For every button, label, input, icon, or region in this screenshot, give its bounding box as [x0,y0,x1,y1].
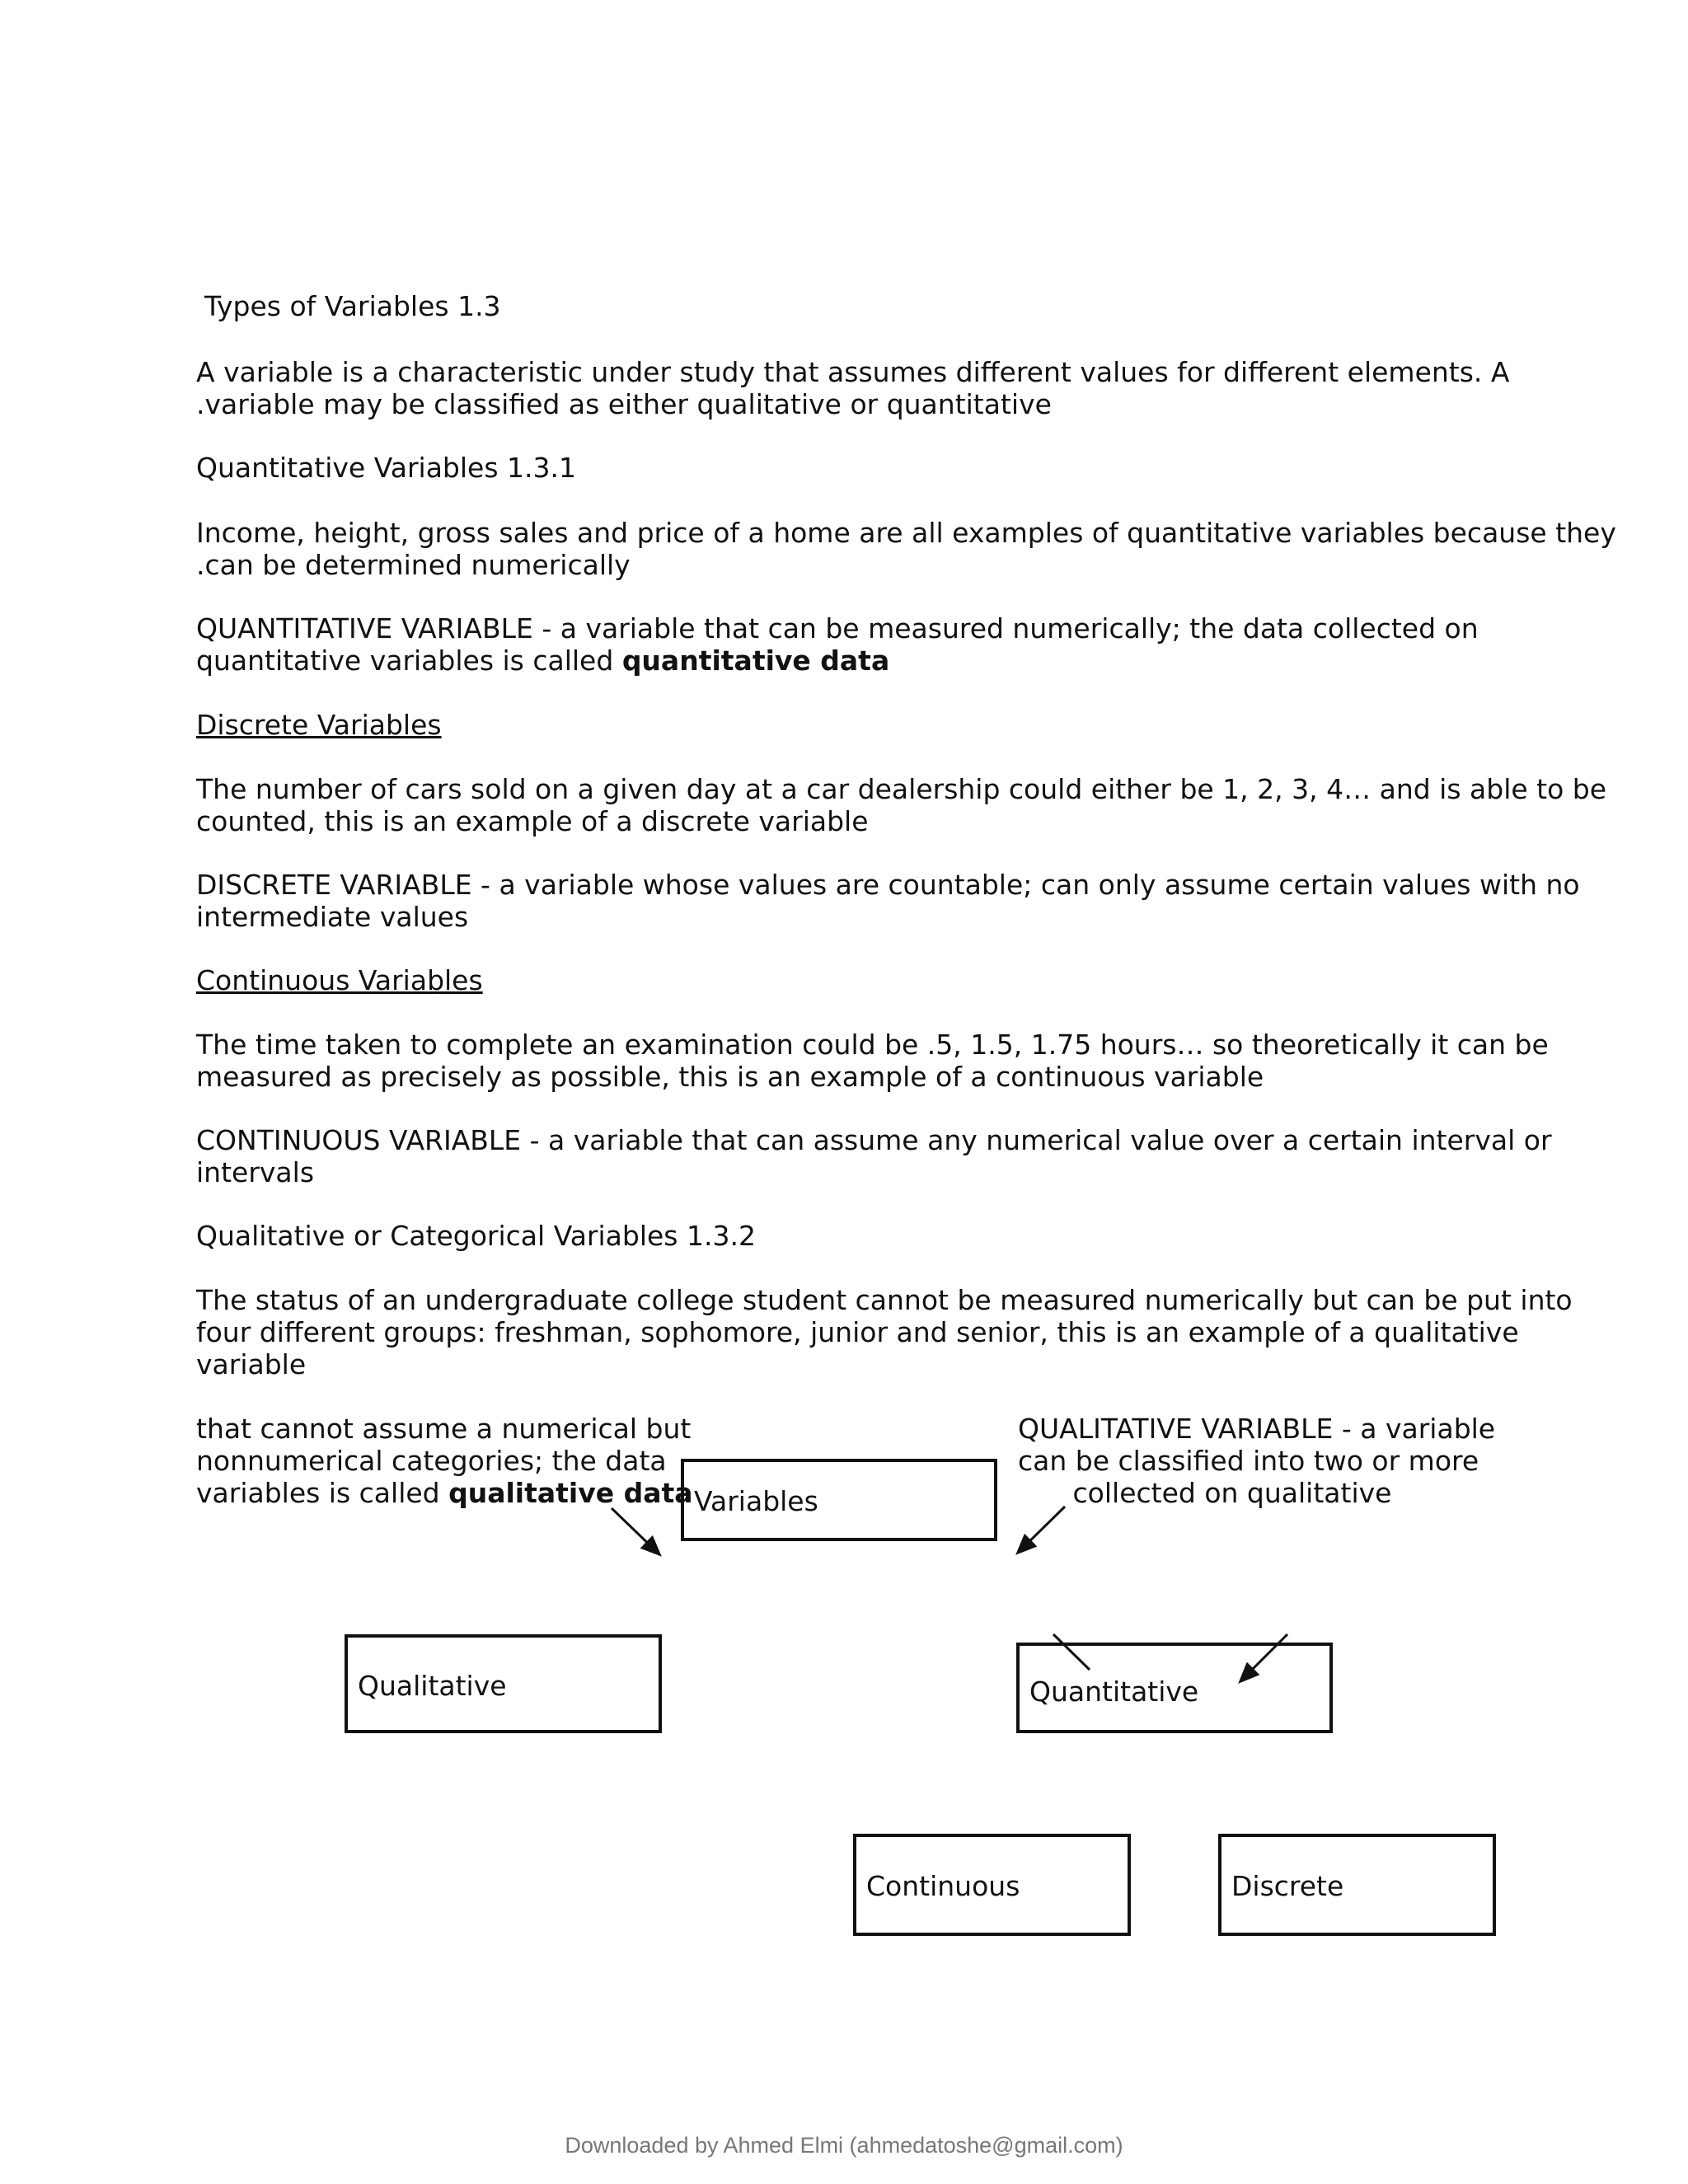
qualitative-example-line-3: variable [196,1348,307,1380]
qualitative-right-line-3: collected on qualitative [1072,1477,1392,1509]
download-footer: Downloaded by Ahmed Elmi (ahmedatoshe@gmail.com) [565,2133,1123,2158]
quantitative-definition-line-1: QUANTITATIVE VARIABLE - a variable that can be measured numerically; the data collected on [196,612,1479,644]
qualitative-left-text: variables is called [196,1477,449,1509]
continuous-example-line-1: The time taken to complete an examination could be .5, 1.5, 1.75 hours… so theoretically it can be [196,1029,1549,1061]
continuous-example-line-2: measured as precisely as possible, this is an example of a continuous variable [196,1061,1264,1093]
right-definition-arrow [1018,1507,1065,1553]
discrete-example-line-2: counted, this is an example of a discrete variable [196,805,869,837]
quantitative-data-term: quantitative data [621,644,890,677]
quantitative-heading: Quantitative Variables 1.3.1 [196,452,576,484]
discrete-definition-line-1: DISCRETE VARIABLE - a variable whose values are countable; can only assume certain values with no [196,869,1580,901]
discrete-example-line-1: The number of cars sold on a given day at a car dealership could either be 1, 2, 3, 4… and is able to be [196,773,1607,805]
variables-box-label: Variables [694,1485,818,1517]
qualitative-data-term: qualitative data [448,1477,693,1509]
qualitative-right-line-1: QUALITATIVE VARIABLE - a variable [1018,1413,1496,1445]
discrete-definition-line-2: intermediate values [196,901,469,933]
intro-line-1: A variable is a characteristic under study that assumes different values for different elements. A [196,356,1510,388]
qualitative-example-line-2: four different groups: freshman, sophomore, junior and senior, this is an example of a qualitative [196,1316,1519,1348]
quantitative-example-line-2: .can be determined numerically [196,549,631,581]
qualitative-box-label: Qualitative [358,1670,507,1702]
qualitative-left-line-1: that cannot assume a numerical but [196,1413,692,1445]
intro-line-2: .variable may be classified as either qualitative or quantitative [196,388,1052,420]
quantitative-box-label: Quantitative [1029,1675,1199,1708]
quantitative-example-line-1: Income, height, gross sales and price of a home are all examples of quantitative variables because they [196,517,1616,549]
qualitative-left-line-2: nonnumerical categories; the data [196,1445,667,1477]
discrete-heading: Discrete Variables [196,709,442,741]
continuous-box-label: Continuous [866,1870,1020,1902]
discrete-box-label: Discrete [1231,1870,1344,1902]
page-title: Types of Variables 1.3 [204,290,501,322]
continuous-definition-line-2: intervals [196,1156,315,1188]
left-definition-arrow [612,1508,659,1554]
quantitative-left-stroke [1053,1634,1090,1670]
qualitative-heading: Qualitative or Categorical Variables 1.3.2 [196,1220,756,1252]
quantitative-definition-text: quantitative variables is called [196,644,622,677]
continuous-heading: Continuous Variables [196,964,483,996]
quantitative-right-arrow [1240,1634,1287,1681]
continuous-definition-line-1: CONTINUOUS VARIABLE - a variable that can assume any numerical value over a certain interval or [196,1124,1552,1156]
qualitative-example-line-1: The status of an undergraduate college student cannot be measured numerically but can be put into [196,1284,1573,1316]
qualitative-right-line-2: can be classified into two or more [1018,1445,1479,1477]
